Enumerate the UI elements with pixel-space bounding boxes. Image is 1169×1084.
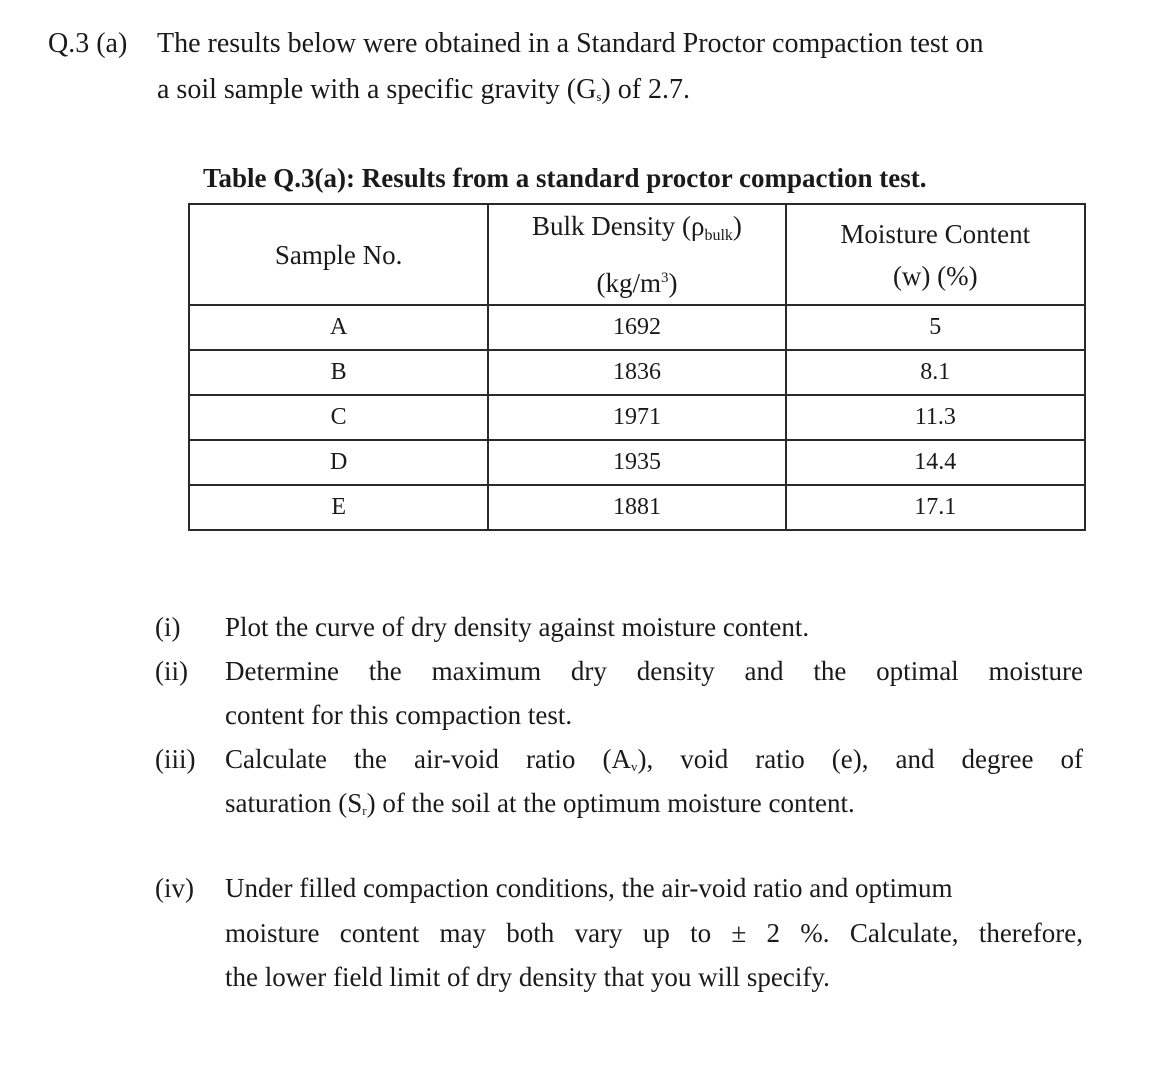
cell-sample: A (189, 305, 488, 350)
cell-sample: C (189, 395, 488, 440)
results-table (188, 203, 1086, 531)
table-row (189, 485, 1085, 530)
table-row (189, 350, 1085, 395)
item-label-i: (i) (155, 612, 181, 642)
cell-moisture: 8.1 (786, 350, 1085, 395)
item-text-i: Plot the curve of dry density against moisture content. (225, 612, 810, 642)
table-header-row (189, 204, 1085, 305)
cell-sample: E (189, 485, 488, 530)
question-number: Q.3 (a) (48, 28, 128, 59)
item-text-ii-line1: Determine the maximum dry density and the optimal moisture (225, 656, 1083, 686)
cell-sample: D (189, 440, 488, 485)
item-label-iii: (iii) (155, 744, 196, 774)
question-intro-line1: The results below were obtained in a Standard Proctor compaction test on (157, 28, 984, 59)
item-text-iii-line1: Calculate the air-void ratio $(A_v)$, void ratio (e), and degree of (225, 744, 1083, 774)
header-moisture-content: Moisture Content (w) (%) (786, 204, 1085, 305)
cell-bulk-density: 1935 (488, 440, 785, 485)
item-text-ii-line2: content for this compaction test. (225, 700, 573, 730)
header-bulk-density: Bulk Density $(\rho_{bulk})$ $(kg/m^3)$ (488, 204, 785, 305)
item-text-iii-line2: saturation $(S_r)$ of the soil at the optimum moisture content. (225, 788, 855, 818)
item-label-ii: (ii) (155, 656, 188, 686)
item-label-iv: (iv) (155, 873, 194, 903)
cell-moisture: 17.1 (786, 485, 1085, 530)
table-row (189, 395, 1085, 440)
question-intro-line2: a soil sample with a specific gravity $(G_s)$ of 2.7. (157, 74, 691, 105)
table-caption: Table Q.3(a): Results from a standard proctor compaction test. (203, 163, 927, 193)
item-text-iv-line1: Under filled compaction conditions, the air-void ratio and optimum (225, 873, 953, 903)
item-text-iv-line2: moisture content may both vary up to ± 2 %. Calculate, therefore, (225, 918, 1083, 948)
cell-moisture: 11.3 (786, 395, 1085, 440)
cell-sample: B (189, 350, 488, 395)
cell-bulk-density: 1881 (488, 485, 785, 530)
cell-bulk-density: 1692 (488, 305, 785, 350)
table-row (189, 305, 1085, 350)
header-sample-no: Sample No. (189, 204, 488, 305)
cell-moisture: 14.4 (786, 440, 1085, 485)
cell-bulk-density: 1971 (488, 395, 785, 440)
table-row (189, 440, 1085, 485)
cell-bulk-density: 1836 (488, 350, 785, 395)
item-text-iv-line3: the lower field limit of dry density that you will specify. (225, 962, 830, 992)
cell-moisture: 5 (786, 305, 1085, 350)
